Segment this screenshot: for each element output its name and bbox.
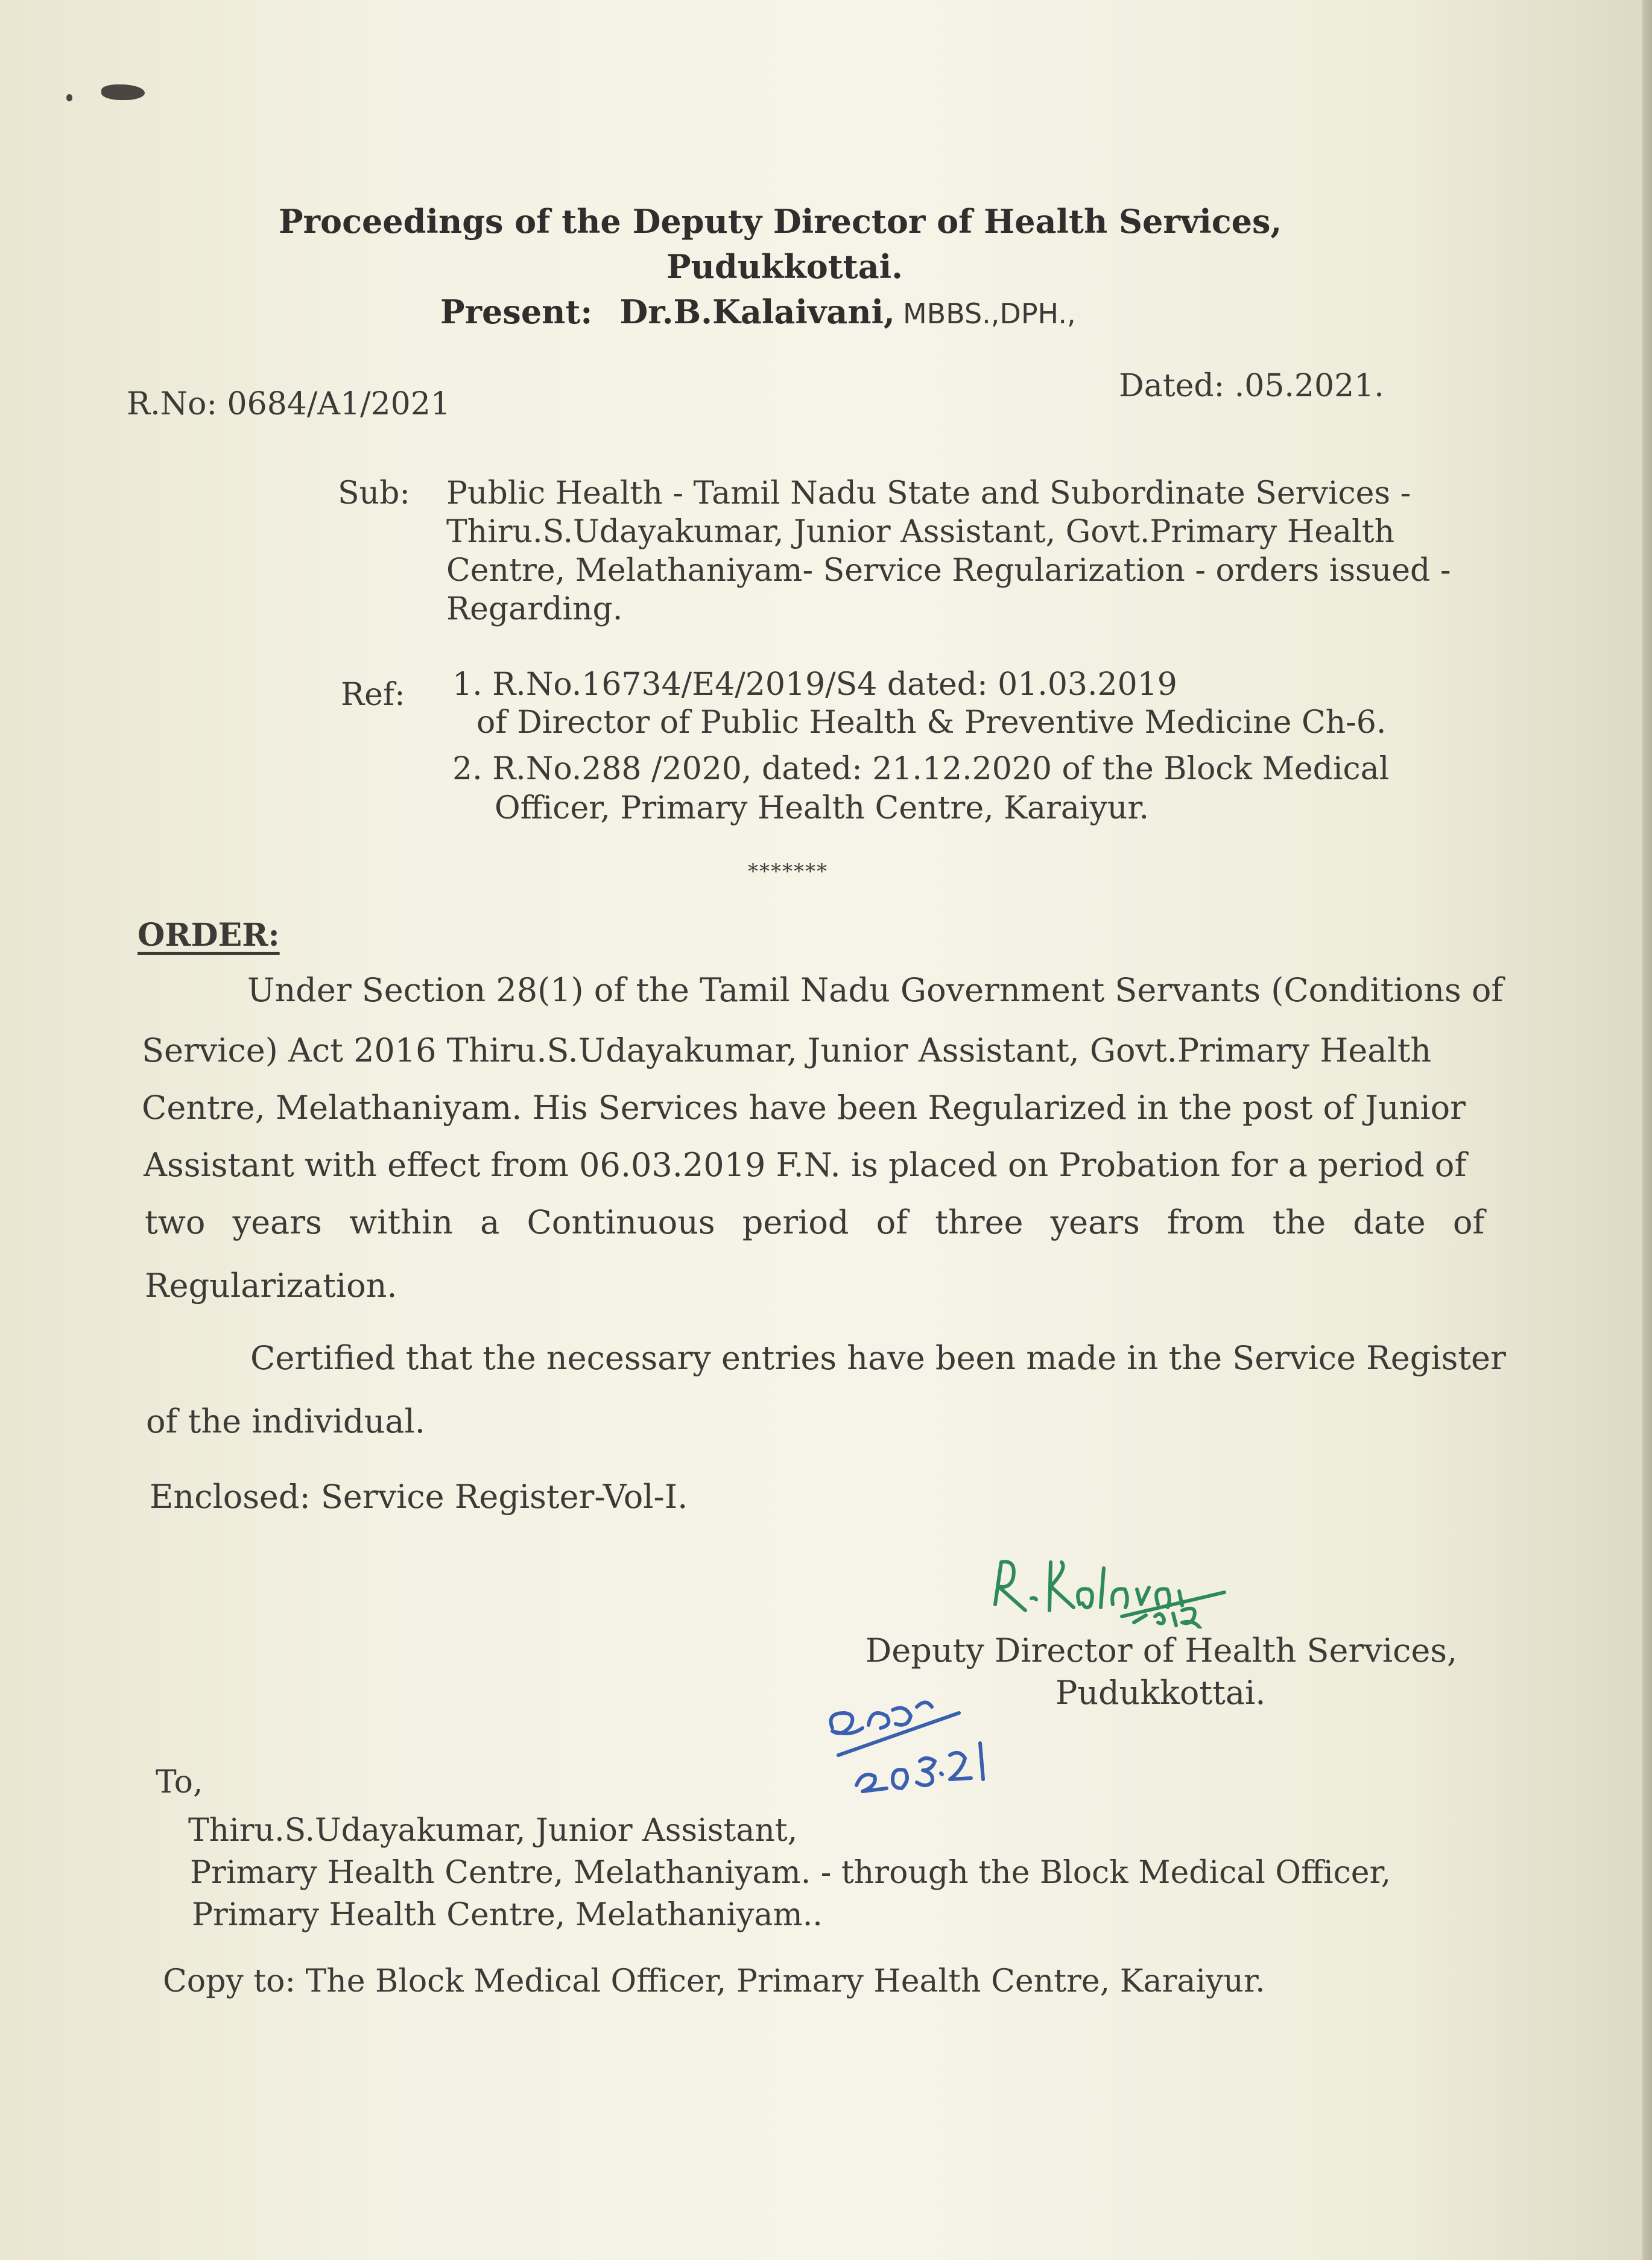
reference-line-4: Officer, Primary Health Centre, Karaiyur. bbox=[495, 790, 1150, 826]
recipient-line-1: Thiru.S.Udayakumar, Junior Assistant, bbox=[188, 1812, 798, 1849]
order-para1-line-5: two years within a Continuous period of three years from the date of bbox=[145, 1203, 1485, 1241]
subject-line-3: Centre, Melathaniyam- Service Regularization - orders issued - bbox=[446, 552, 1451, 589]
reference-number: R.No: 0684/A1/2021 bbox=[127, 386, 451, 422]
order-para2-line-2: of the individual. bbox=[146, 1402, 425, 1440]
reference-label: Ref: bbox=[341, 677, 405, 713]
signatory-place: Pudukkottai. bbox=[1055, 1674, 1266, 1712]
recipient-line-2: Primary Health Centre, Melathaniyam. - through the Block Medical Officer, bbox=[190, 1855, 1391, 1891]
order-para1-line-4: Assistant with effect from 06.03.2019 F.N. is placed on Probation for a period of bbox=[144, 1146, 1467, 1184]
signatory-title: Deputy Director of Health Services, bbox=[866, 1632, 1458, 1670]
order-para1-line-6: Regularization. bbox=[145, 1267, 397, 1305]
dated: Dated: .05.2021. bbox=[1119, 368, 1384, 404]
order-para1-line-1: Under Section 28(1) of the Tamil Nadu Government Servants (Conditions of bbox=[247, 971, 1504, 1009]
order-para2-line-1: Certified that the necessary entries have been made in the Service Register bbox=[250, 1339, 1506, 1377]
reference-line-3: 2. R.No.288 /2020, dated: 21.12.2020 of the Block Medical bbox=[452, 751, 1390, 787]
paper-edge bbox=[1642, 0, 1652, 2260]
subject-line-2: Thiru.S.Udayakumar, Junior Assistant, Govt.Primary Health bbox=[446, 514, 1395, 550]
ink-speck-small bbox=[66, 94, 72, 101]
signature-mark bbox=[983, 1526, 1236, 1629]
to-label: To, bbox=[156, 1764, 203, 1800]
present-label: Present: bbox=[440, 293, 593, 331]
subject-line-1: Public Health - Tamil Nadu State and Subordinate Services - bbox=[446, 475, 1411, 511]
order-para1-line-3: Centre, Melathaniyam. His Services have been Regularized in the post of Junior bbox=[142, 1089, 1466, 1127]
received-stamp-mark bbox=[820, 1671, 1019, 1797]
subject-line-4: Regarding. bbox=[446, 591, 623, 627]
separator: ******* bbox=[748, 859, 828, 884]
order-para1-line-2: Service) Act 2016 Thiru.S.Udayakumar, Junior Assistant, Govt.Primary Health bbox=[142, 1031, 1432, 1069]
header-line-1: Proceedings of the Deputy Director of Health Services, bbox=[279, 202, 1282, 241]
subject-label: Sub: bbox=[338, 475, 410, 511]
present-qualification: MBBS.,DPH., bbox=[902, 297, 1076, 330]
recipient-line-3: Primary Health Centre, Melathaniyam.. bbox=[192, 1897, 823, 1933]
present-name: Dr.B.Kalaivani, bbox=[619, 293, 895, 331]
present-line bbox=[440, 293, 1076, 331]
header-line-2: Pudukkottai. bbox=[666, 247, 903, 286]
reference-line-1: 1. R.No.16734/E4/2019/S4 dated: 01.03.2019 bbox=[452, 666, 1177, 703]
ink-speck bbox=[101, 84, 145, 100]
enclosed-note: Enclosed: Service Register-Vol-I. bbox=[150, 1478, 688, 1516]
copy-to: Copy to: The Block Medical Officer, Primary Health Centre, Karaiyur. bbox=[163, 1963, 1265, 1999]
reference-line-2: of Director of Public Health & Preventive Medicine Ch-6. bbox=[476, 704, 1387, 741]
order-heading: ORDER: bbox=[138, 917, 280, 954]
